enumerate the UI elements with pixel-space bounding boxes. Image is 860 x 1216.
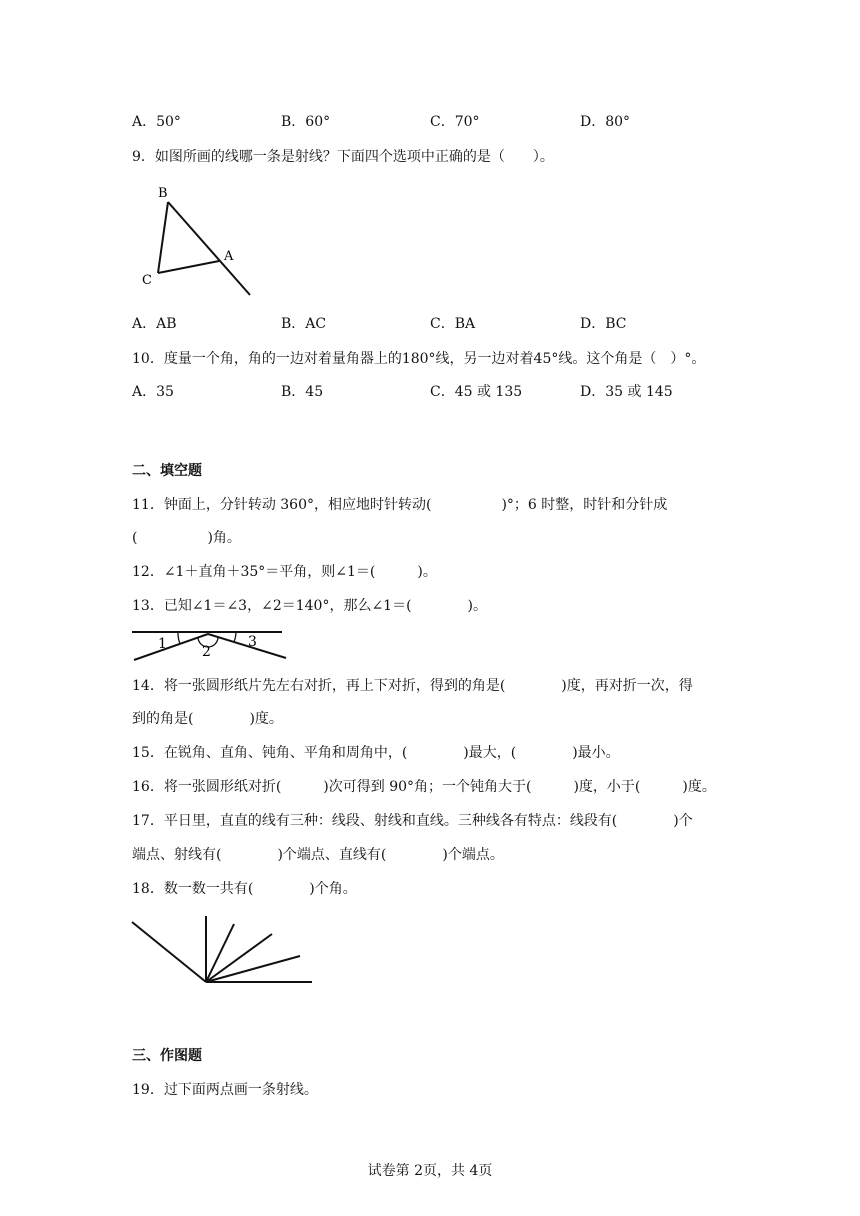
- q11-line1: 11．钟面上，分针转动 360°，相应地时针转动( )°；6 时整，时针和分针成: [132, 497, 668, 513]
- q13-figure: [130, 624, 290, 664]
- q13-arc-3: [234, 632, 236, 642]
- q8-option-a: A．50°: [132, 114, 181, 130]
- q9-ray-ba: [168, 202, 250, 295]
- q9-text: 9．如图所画的线哪一条是射线？下面四个选项中正确的是（ ）。: [132, 149, 554, 165]
- q10-option-d: D．35 或 145: [580, 384, 673, 400]
- q10-option-b: B．45: [281, 384, 324, 400]
- q13-right-ray: [208, 634, 286, 658]
- q10-option-a: A．35: [132, 384, 174, 400]
- q9-segment-ca: [158, 261, 219, 273]
- q13-label-2: 2: [202, 644, 211, 660]
- q8-option-d: D．80°: [580, 114, 631, 130]
- q17-line1: 17．平日里，直直的线有三种：线段、射线和直线。三种线各有特点：线段有( )个: [132, 813, 693, 829]
- section3-title: 三、作图题: [132, 1048, 202, 1064]
- q18-ray-6: [132, 922, 206, 982]
- q9-segment-bc: [158, 202, 168, 273]
- q9-option-b: B．AC: [281, 316, 327, 332]
- q9-option-c: C．BA: [430, 316, 476, 332]
- q18-ray-3: [206, 934, 272, 982]
- page-footer: 试卷第 2页，共 4页: [367, 1163, 493, 1179]
- q9-option-a: A．AB: [132, 316, 177, 332]
- q16-text: 16．将一张圆形纸对折( )次可得到 90°角；一个钝角大于( )度，小于( )度。: [132, 779, 716, 795]
- q18-figure: [128, 912, 318, 992]
- q14-line1: 14．将一张圆形纸片先左右对折，再上下对折，得到的角是( )度，再对折一次，得: [132, 678, 693, 694]
- section2-title: 二、填空题: [132, 463, 202, 479]
- q13-left-ray: [134, 634, 208, 660]
- q18-ray-4: [206, 924, 234, 982]
- q9-label-c: C: [142, 273, 152, 288]
- q14-line2: 到的角是( )度。: [132, 711, 283, 727]
- q8-option-b: B．60°: [281, 114, 331, 130]
- q12-text: 12．∠1＋直角＋35°＝平角，则∠1＝( )。: [132, 564, 437, 580]
- q19-text: 19．过下面两点画一条射线。: [132, 1082, 318, 1098]
- q13-label-3: 3: [248, 634, 257, 650]
- q18-ray-2: [206, 956, 300, 982]
- q13-text: 13．已知∠1＝∠3，∠2＝140°，那么∠1＝( )。: [132, 598, 488, 614]
- q9-label-b: B: [158, 186, 168, 201]
- q13-arc-1: [178, 632, 180, 644]
- q15-text: 15．在锐角、直角、钝角、平角和周角中，( )最大，( )最小。: [132, 745, 620, 761]
- q8-option-c: C．70°: [430, 114, 480, 130]
- q9-label-a: A: [224, 249, 234, 264]
- q10-option-c: C．45 或 135: [430, 384, 523, 400]
- q13-label-1: 1: [158, 636, 167, 652]
- q9-figure: [130, 178, 270, 303]
- q17-line2: 端点、射线有( )个端点、直线有( )个端点。: [132, 847, 504, 863]
- q10-text: 10．度量一个角，角的一边对着量角器上的180°线，另一边对着45°线。这个角是（ ）°。: [132, 351, 706, 367]
- q9-option-d: D．BC: [580, 316, 627, 332]
- q11-line2: ( )角。: [132, 530, 241, 546]
- q18-text: 18．数一数一共有( )个角。: [132, 881, 357, 897]
